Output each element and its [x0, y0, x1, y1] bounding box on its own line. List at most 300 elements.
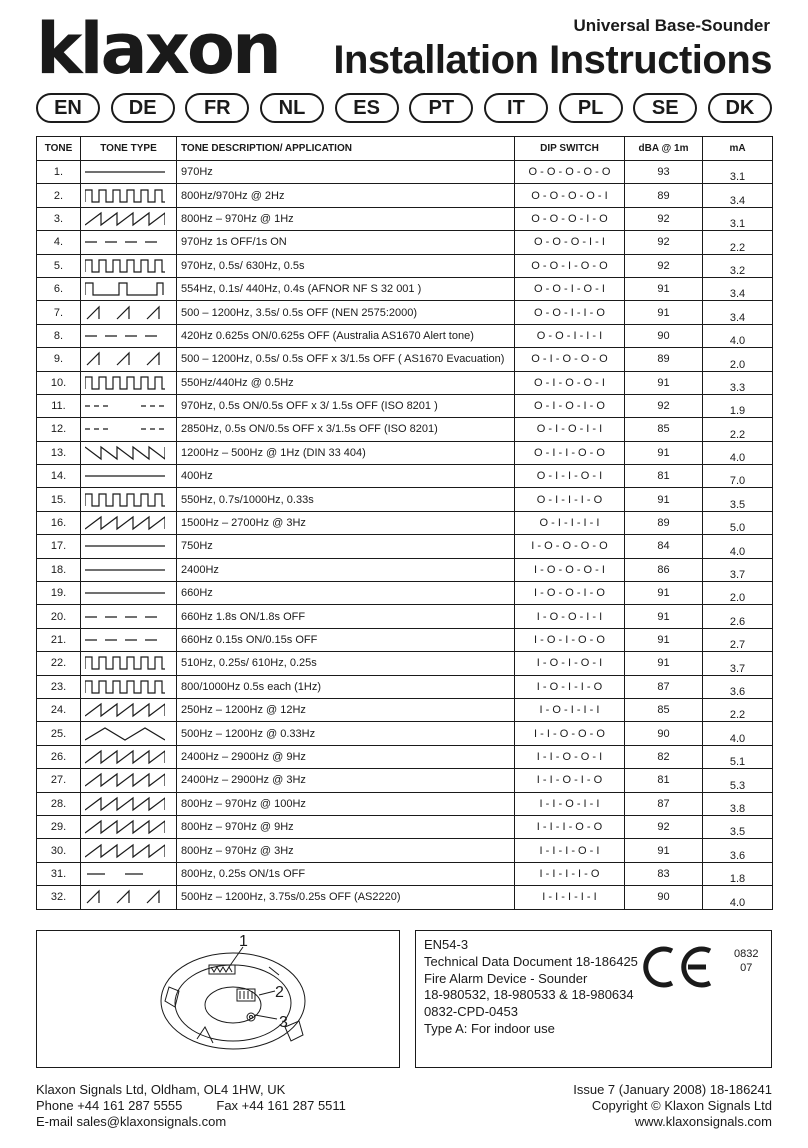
current-ma-value: 3.8: [703, 792, 773, 815]
waveform-square-icon: [85, 655, 165, 671]
notified-body-code: [734, 947, 758, 975]
tone-type-symbol: [81, 769, 177, 792]
notified-body-number: 0832: [734, 948, 759, 960]
waveform-continuous-icon: [85, 164, 165, 180]
waveform-short-dash-icon: [85, 398, 165, 414]
waveform-sawtooth-icon: [85, 211, 165, 227]
tone-description: 500 – 1200Hz, 0.5s/ 0.5s OFF x 3/1.5s OFF ( AS1670 Evacuation): [177, 348, 515, 371]
current-ma-value: 3.4: [703, 301, 773, 324]
tone-description: 2400Hz: [177, 558, 515, 581]
waveform-square-icon: [85, 375, 165, 391]
tone-type-symbol: [81, 886, 177, 909]
dip-switch-setting: I - I - O - O - O: [515, 722, 625, 745]
tone-number: 5.: [37, 254, 81, 277]
table-row: [37, 722, 773, 745]
tone-type-symbol: [81, 652, 177, 675]
tone-description: 1200Hz – 500Hz @ 1Hz (DIN 33 404): [177, 441, 515, 464]
dba-value: 91: [625, 441, 703, 464]
dip-switch-setting: I - O - O - O - I: [515, 558, 625, 581]
tone-number: 13.: [37, 441, 81, 464]
dip-switch-setting: O - I - I - O - O: [515, 441, 625, 464]
dip-switch-setting: O - I - O - I - O: [515, 394, 625, 417]
tone-description: 400Hz: [177, 465, 515, 488]
waveform-dashed-icon: [85, 609, 165, 625]
tone-type-symbol: [81, 207, 177, 230]
table-row: [37, 582, 773, 605]
waveform-saw-gap-icon: [85, 889, 165, 905]
language-en[interactable]: EN: [36, 93, 100, 123]
header-dba: dBA @ 1m: [625, 137, 703, 161]
footer-website: www.klaxonsignals.com: [634, 1114, 772, 1129]
dip-switch-setting: I - I - O - I - O: [515, 769, 625, 792]
tone-number: 31.: [37, 862, 81, 885]
tone-number: 3.: [37, 207, 81, 230]
dba-value: 91: [625, 277, 703, 300]
table-row: [37, 465, 773, 488]
waveform-dashed-icon: [85, 632, 165, 648]
dba-value: 84: [625, 535, 703, 558]
tone-number: 32.: [37, 886, 81, 909]
table-row: [37, 441, 773, 464]
dip-switch-setting: O - O - O - O - I: [515, 184, 625, 207]
table-row: [37, 862, 773, 885]
tone-description: 800Hz – 970Hz @ 1Hz: [177, 207, 515, 230]
table-row: [37, 161, 773, 184]
tone-number: 25.: [37, 722, 81, 745]
callout-line-1: [229, 947, 243, 967]
dba-value: 90: [625, 324, 703, 347]
dip-switch-setting: I - I - I - I - I: [515, 886, 625, 909]
dip-switch-setting: O - I - I - O - I: [515, 465, 625, 488]
footer-fax: Fax +44 161 287 5511: [216, 1098, 346, 1113]
tone-type-symbol: [81, 511, 177, 534]
header-tone: TONE: [37, 137, 81, 161]
table-row: [37, 558, 773, 581]
tone-type-symbol: [81, 792, 177, 815]
dip-switch-setting: O - I - I - I - O: [515, 488, 625, 511]
tone-description: 800/1000Hz 0.5s each (1Hz): [177, 675, 515, 698]
tone-type-symbol: [81, 161, 177, 184]
current-ma-value: 4.0: [703, 722, 773, 745]
current-ma-value: 4.0: [703, 886, 773, 909]
current-ma-value: 2.7: [703, 628, 773, 651]
dip-switch-setting: I - I - O - I - I: [515, 792, 625, 815]
tone-type-symbol: [81, 231, 177, 254]
type-line: Type A: For indoor use: [424, 1020, 555, 1036]
dip-switch-setting: I - O - O - O - O: [515, 535, 625, 558]
certification-panel: [415, 930, 772, 1068]
tone-number: 7.: [37, 301, 81, 324]
waveform-sawtooth-icon: [85, 702, 165, 718]
waveform-continuous-icon: [85, 468, 165, 484]
table-row: [37, 745, 773, 768]
table-row: [37, 815, 773, 838]
current-ma-value: 3.2: [703, 254, 773, 277]
tone-number: 30.: [37, 839, 81, 862]
table-row: [37, 769, 773, 792]
callout-2: 2: [275, 984, 284, 1001]
dip-switch-setting: I - I - O - O - I: [515, 745, 625, 768]
table-row: [37, 628, 773, 651]
tone-description: 554Hz, 0.1s/ 440Hz, 0.4s (AFNOR NF S 32 001 ): [177, 277, 515, 300]
tone-table: [36, 136, 773, 910]
dba-value: 82: [625, 745, 703, 768]
tone-description: 660Hz 1.8s ON/1.8s OFF: [177, 605, 515, 628]
dba-value: 91: [625, 301, 703, 324]
tone-description: 970Hz: [177, 161, 515, 184]
tone-type-symbol: [81, 862, 177, 885]
tone-type-symbol: [81, 441, 177, 464]
waveform-continuous-icon: [85, 585, 165, 601]
footer-address: Klaxon Signals Ltd, Oldham, OL4 1HW, UK: [36, 1082, 286, 1097]
current-ma-value: 3.4: [703, 277, 773, 300]
page-title: Installation Instructions: [333, 38, 772, 82]
tone-number: 24.: [37, 698, 81, 721]
base-outer-ring: [161, 953, 305, 1049]
waveform-long-dash-icon: [85, 866, 165, 882]
tone-type-symbol: [81, 301, 177, 324]
tone-description: 500Hz – 1200Hz @ 0.33Hz: [177, 722, 515, 745]
table-row: [37, 535, 773, 558]
tone-number: 19.: [37, 582, 81, 605]
product-subtitle: Universal Base-Sounder: [573, 16, 770, 35]
tone-type-symbol: [81, 324, 177, 347]
tone-number: 29.: [37, 815, 81, 838]
dba-value: 87: [625, 675, 703, 698]
dba-value: 89: [625, 348, 703, 371]
current-ma-value: 2.2: [703, 418, 773, 441]
table-row: [37, 184, 773, 207]
tone-number: 28.: [37, 792, 81, 815]
tone-description: 500 – 1200Hz, 3.5s/ 0.5s OFF (NEN 2575:2000): [177, 301, 515, 324]
dip-switch-setting: I - O - I - O - I: [515, 652, 625, 675]
footer-copyright: Copyright © Klaxon Signals Ltd: [591, 1098, 772, 1113]
table-row: [37, 394, 773, 417]
dip-switch-setting: O - I - O - O - O: [515, 348, 625, 371]
waveform-dashed-icon: [85, 328, 165, 344]
tone-description: 550Hz, 0.7s/1000Hz, 0.33s: [177, 488, 515, 511]
dba-value: 86: [625, 558, 703, 581]
dba-value: 91: [625, 628, 703, 651]
tone-description: 660Hz: [177, 582, 515, 605]
base-diagram-panel: [36, 930, 400, 1068]
tone-number: 18.: [37, 558, 81, 581]
table-row: [37, 698, 773, 721]
tone-description: 250Hz – 1200Hz @ 12Hz: [177, 698, 515, 721]
dba-value: 90: [625, 886, 703, 909]
current-ma-value: 3.1: [703, 161, 773, 184]
tone-type-symbol: [81, 465, 177, 488]
table-row: [37, 207, 773, 230]
device-type-line: Fire Alarm Device - Sounder: [424, 970, 588, 986]
waveform-square-wide-icon: [85, 281, 165, 297]
dba-value: 83: [625, 862, 703, 885]
table-row: [37, 324, 773, 347]
dip-switch-setting: I - I - I - O - O: [515, 815, 625, 838]
dba-value: 91: [625, 488, 703, 511]
tone-type-symbol: [81, 488, 177, 511]
current-ma-value: 4.0: [703, 535, 773, 558]
table-row: [37, 348, 773, 371]
tone-number: 14.: [37, 465, 81, 488]
current-ma-value: 3.1: [703, 207, 773, 230]
callout-1: 1: [239, 933, 248, 950]
tone-number: 6.: [37, 277, 81, 300]
tone-description: 970Hz 1s OFF/1s ON: [177, 231, 515, 254]
current-ma-value: 4.0: [703, 324, 773, 347]
current-ma-value: 3.5: [703, 488, 773, 511]
tone-description: 510Hz, 0.25s/ 610Hz, 0.25s: [177, 652, 515, 675]
tone-number: 20.: [37, 605, 81, 628]
current-ma-value: 3.6: [703, 675, 773, 698]
dba-value: 91: [625, 839, 703, 862]
tone-type-symbol: [81, 815, 177, 838]
waveform-sawtooth-icon: [85, 515, 165, 531]
current-ma-value: 2.0: [703, 348, 773, 371]
waveform-square-icon: [85, 258, 165, 274]
dba-value: 92: [625, 207, 703, 230]
language-it[interactable]: IT: [484, 93, 548, 123]
current-ma-value: 2.0: [703, 582, 773, 605]
current-ma-value: 3.6: [703, 839, 773, 862]
tone-description: 660Hz 0.15s ON/0.15s OFF: [177, 628, 515, 651]
table-row: [37, 254, 773, 277]
dba-value: 81: [625, 769, 703, 792]
callout-line-2: [259, 991, 275, 995]
callout-3: 3: [279, 1014, 288, 1031]
dip-switch-setting: I - O - I - O - O: [515, 628, 625, 651]
table-row: [37, 652, 773, 675]
tone-description: 970Hz, 0.5s/ 630Hz, 0.5s: [177, 254, 515, 277]
dba-value: 87: [625, 792, 703, 815]
tone-description: 2850Hz, 0.5s ON/0.5s OFF x 3/1.5s OFF (ISO 8201): [177, 418, 515, 441]
current-ma-value: 3.3: [703, 371, 773, 394]
footer-email: E-mail sales@klaxonsignals.com: [36, 1114, 227, 1129]
dip-switch-setting: O - O - I - I - I: [515, 324, 625, 347]
table-row: [37, 839, 773, 862]
header-dip-switch: DIP SWITCH: [515, 137, 625, 161]
header-tone-description: TONE DESCRIPTION/ APPLICATION: [177, 137, 515, 161]
tone-number: 9.: [37, 348, 81, 371]
table-row: [37, 301, 773, 324]
current-ma-value: 7.0: [703, 465, 773, 488]
table-row: [37, 488, 773, 511]
tone-description: 800Hz – 970Hz @ 9Hz: [177, 815, 515, 838]
dip-switch-setting: I - I - I - I - O: [515, 862, 625, 885]
dba-value: 89: [625, 184, 703, 207]
tone-number: 4.: [37, 231, 81, 254]
language-se[interactable]: SE: [633, 93, 697, 123]
current-ma-value: 2.6: [703, 605, 773, 628]
waveform-sawtooth-icon: [85, 843, 165, 859]
ce-mark-icon: [638, 945, 718, 989]
part-numbers-line: 18-980532, 18-980533 & 18-980634: [424, 987, 634, 1003]
tone-number: 23.: [37, 675, 81, 698]
tone-description: 800Hz, 0.25s ON/1s OFF: [177, 862, 515, 885]
language-pt[interactable]: PT: [409, 93, 473, 123]
tone-type-symbol: [81, 394, 177, 417]
tone-type-symbol: [81, 184, 177, 207]
current-ma-value: 2.2: [703, 698, 773, 721]
dba-value: 92: [625, 231, 703, 254]
waveform-continuous-icon: [85, 562, 165, 578]
dba-value: 90: [625, 722, 703, 745]
tone-description: 500Hz – 1200Hz, 3.75s/0.25s OFF (AS2220): [177, 886, 515, 909]
waveform-square-icon: [85, 188, 165, 204]
language-pl[interactable]: PL: [559, 93, 623, 123]
tone-type-symbol: [81, 605, 177, 628]
tone-number: 27.: [37, 769, 81, 792]
tone-type-symbol: [81, 558, 177, 581]
dba-value: 81: [625, 465, 703, 488]
header-tone-type: TONE TYPE: [81, 137, 177, 161]
tone-number: 15.: [37, 488, 81, 511]
current-ma-value: 5.3: [703, 769, 773, 792]
current-ma-value: 4.0: [703, 441, 773, 464]
dip-switch-setting: O - O - I - O - O: [515, 254, 625, 277]
language-nl[interactable]: NL: [260, 93, 324, 123]
tone-type-symbol: [81, 698, 177, 721]
waveform-square-icon: [85, 492, 165, 508]
dba-value: 92: [625, 815, 703, 838]
dba-value: 91: [625, 605, 703, 628]
waveform-sawtooth-icon: [85, 772, 165, 788]
dip-switch-setting: I - O - I - I - I: [515, 698, 625, 721]
language-fr[interactable]: FR: [185, 93, 249, 123]
dip-switch-setting: O - O - O - O - O: [515, 161, 625, 184]
table-row: [37, 511, 773, 534]
tone-number: 21.: [37, 628, 81, 651]
callout-line-3: [255, 1015, 277, 1019]
waveform-saw-gap-icon: [85, 351, 165, 367]
tone-description: 970Hz, 0.5s ON/0.5s OFF x 3/ 1.5s OFF (ISO 8201 ): [177, 394, 515, 417]
dip-switch-setting: I - O - I - I - O: [515, 675, 625, 698]
current-ma-value: 5.0: [703, 511, 773, 534]
current-ma-value: 3.7: [703, 652, 773, 675]
tone-type-symbol: [81, 535, 177, 558]
tone-type-symbol: [81, 722, 177, 745]
tone-number: 26.: [37, 745, 81, 768]
dba-value: 93: [625, 161, 703, 184]
current-ma-value: 5.1: [703, 745, 773, 768]
dip-switch-setting: I - O - O - I - O: [515, 582, 625, 605]
tone-type-symbol: [81, 418, 177, 441]
waveform-saw-gap-icon: [85, 305, 165, 321]
tone-description: 420Hz 0.625s ON/0.625s OFF (Australia AS1670 Alert tone): [177, 324, 515, 347]
tone-type-symbol: [81, 582, 177, 605]
dba-value: 91: [625, 652, 703, 675]
dba-value: 85: [625, 418, 703, 441]
tone-number: 17.: [37, 535, 81, 558]
base-inner-ring: [175, 965, 291, 1041]
dip-switch-setting: O - I - O - O - I: [515, 371, 625, 394]
tone-number: 1.: [37, 161, 81, 184]
tone-type-symbol: [81, 254, 177, 277]
waveform-square-icon: [85, 679, 165, 695]
dip-switch-setting: O - O - O - I - O: [515, 207, 625, 230]
dip-switch-setting: O - O - O - I - I: [515, 231, 625, 254]
waveform-sawtooth-icon: [85, 749, 165, 765]
table-row: [37, 605, 773, 628]
tone-type-symbol: [81, 371, 177, 394]
table-row: [37, 886, 773, 909]
current-ma-value: 3.5: [703, 815, 773, 838]
waveform-sawtooth-icon: [85, 796, 165, 812]
dip-switch-setting: O - I - O - I - I: [515, 418, 625, 441]
footer-contact: [36, 1082, 346, 1130]
dip-switch-setting: I - O - O - I - I: [515, 605, 625, 628]
standard-line: EN54-3: [424, 937, 469, 952]
tone-description: 2400Hz – 2900Hz @ 9Hz: [177, 745, 515, 768]
current-ma-value: 1.9: [703, 394, 773, 417]
tone-type-symbol: [81, 277, 177, 300]
brand-logo: klaxon: [36, 8, 279, 90]
dip-switch-setting: O - O - I - O - I: [515, 277, 625, 300]
current-ma-value: 2.2: [703, 231, 773, 254]
sounder-base-diagram: [37, 931, 399, 1067]
current-ma-value: 3.7: [703, 558, 773, 581]
tone-description: 750Hz: [177, 535, 515, 558]
waveform-sawtooth-icon: [85, 819, 165, 835]
dba-value: 85: [625, 698, 703, 721]
header-ma: mA: [703, 137, 773, 161]
dip-switch-setting: O - O - I - I - O: [515, 301, 625, 324]
dip-switch-setting: I - I - I - O - I: [515, 839, 625, 862]
tone-type-symbol: [81, 675, 177, 698]
tone-description: 2400Hz – 2900Hz @ 3Hz: [177, 769, 515, 792]
waveform-saw-down-icon: [85, 445, 165, 461]
table-header-row: [37, 137, 773, 161]
language-es[interactable]: ES: [335, 93, 399, 123]
table-row: [37, 675, 773, 698]
waveform-dashed-icon: [85, 234, 165, 250]
footer-issue: [573, 1082, 772, 1130]
tone-number: 10.: [37, 371, 81, 394]
table-row: [37, 792, 773, 815]
tone-description: 800Hz – 970Hz @ 100Hz: [177, 792, 515, 815]
tone-description: 550Hz/440Hz @ 0.5Hz: [177, 371, 515, 394]
current-ma-value: 3.4: [703, 184, 773, 207]
certification-text: [424, 937, 638, 1038]
tone-type-symbol: [81, 348, 177, 371]
waveform-continuous-icon: [85, 538, 165, 554]
waveform-triangle-icon: [85, 726, 165, 742]
tone-description: 800Hz/970Hz @ 2Hz: [177, 184, 515, 207]
dba-value: 92: [625, 254, 703, 277]
language-selector: [36, 93, 772, 123]
dba-value: 92: [625, 394, 703, 417]
tone-type-symbol: [81, 628, 177, 651]
table-row: [37, 231, 773, 254]
dba-value: 91: [625, 371, 703, 394]
tone-description: 800Hz – 970Hz @ 3Hz: [177, 839, 515, 862]
tone-number: 2.: [37, 184, 81, 207]
dba-value: 89: [625, 511, 703, 534]
tone-type-symbol: [81, 745, 177, 768]
footer-issue-number: Issue 7 (January 2008) 18-186241: [573, 1082, 772, 1097]
tone-number: 12.: [37, 418, 81, 441]
tone-number: 11.: [37, 394, 81, 417]
cpd-number-line: 0832-CPD-0453: [424, 1004, 518, 1020]
language-de[interactable]: DE: [111, 93, 175, 123]
tone-number: 16.: [37, 511, 81, 534]
tone-type-symbol: [81, 839, 177, 862]
language-dk[interactable]: DK: [708, 93, 772, 123]
footer-phone: Phone +44 161 287 5555: [36, 1098, 183, 1113]
dip-switch-setting: O - I - I - I - I: [515, 511, 625, 534]
table-row: [37, 371, 773, 394]
table-row: [37, 418, 773, 441]
